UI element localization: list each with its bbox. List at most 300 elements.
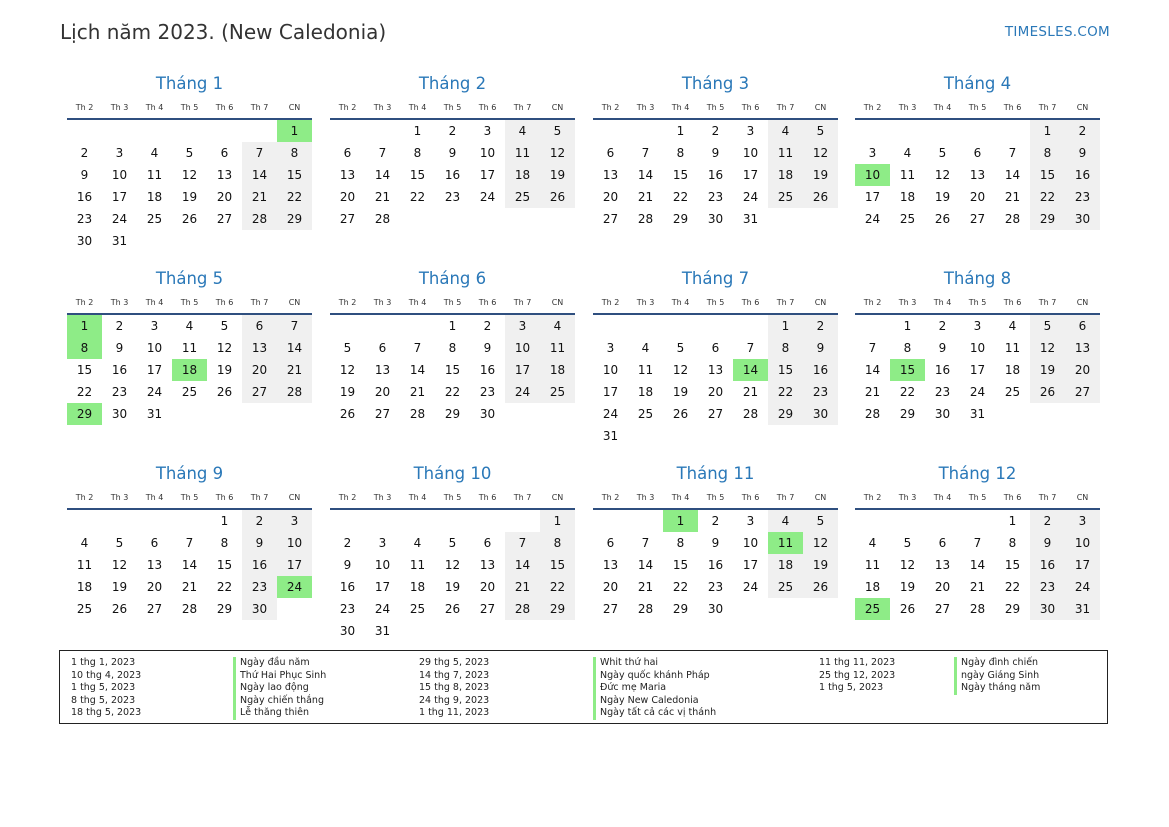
month-title: Tháng 12 [938,464,1017,483]
day-cell: 13 [602,168,619,182]
day-cell: 13 [146,558,163,572]
week-row [330,576,575,598]
holiday-name: Ngày tháng năm [954,682,1040,695]
day-cell: 8 [220,536,229,550]
weekday-label: Th 7 [776,297,795,307]
day-cell: 3 [483,124,492,138]
weekday-header [855,291,1100,315]
week-row [593,403,838,425]
weekday-label: Th 2 [863,102,882,112]
empty-cell [540,403,575,425]
weekday-label: CN [1076,102,1089,112]
week-row [67,510,312,532]
day-cell: 28 [181,602,198,616]
day-cell: 21 [637,190,654,204]
day-cell: 1 [413,124,422,138]
week-row [67,532,312,554]
day-cell: 8 [413,146,422,160]
day-cell: 24 [742,190,759,204]
day-cell: 17 [277,554,312,576]
day-cell: 1 [768,315,803,337]
week-row [855,120,1100,142]
empty-cell [890,510,925,532]
day-cell: 15 [1004,558,1021,572]
day-cell: 17 [374,580,391,594]
month-title: Tháng 7 [681,269,750,288]
day-cell: 23 [1030,576,1065,598]
empty-cell [628,120,663,142]
week-row [67,315,312,337]
month-8 [855,267,1100,425]
day-cell: 21 [742,385,759,399]
empty-cell [593,510,628,532]
day-cell: 11 [768,142,803,164]
day-cell: 28 [637,212,654,226]
day-cell: 6 [606,146,615,160]
empty-cell [102,510,137,532]
day-cell: 21 [505,576,540,598]
day-cell: 8 [676,146,685,160]
day-cell: 7 [641,146,650,160]
weekday-label: Th 2 [338,492,357,502]
weekday-label: Th 6 [478,102,497,112]
day-cell: 9 [343,558,352,572]
day-cell: 23 [479,385,496,399]
day-cell: 28 [409,407,426,421]
month-3 [593,72,838,230]
day-cell: 3 [746,124,755,138]
weekday-label: Th 7 [513,297,532,307]
day-cell: 2 [803,315,838,337]
day-cell: 27 [146,602,163,616]
day-cell: 20 [146,580,163,594]
weekday-label: CN [814,297,827,307]
empty-cell [172,403,207,425]
day-cell: 4 [768,510,803,532]
weekday-label: CN [551,102,564,112]
holiday-day: 24 [277,576,312,598]
day-cell: 17 [742,558,759,572]
empty-cell [768,425,803,447]
weekday-label: Th 7 [250,492,269,502]
day-cell: 25 [409,602,426,616]
day-cell: 25 [540,381,575,403]
week-row [855,532,1100,554]
holiday-name: Ngày đầu năm [233,657,326,670]
day-cell: 24 [742,580,759,594]
weekday-label: Th 6 [215,102,234,112]
day-cell: 24 [969,385,986,399]
day-cell: 15 [1030,164,1065,186]
day-cell: 31 [146,407,163,421]
weekday-label: Th 3 [373,492,392,502]
day-cell: 27 [969,212,986,226]
week-row [67,142,312,164]
day-cell: 19 [216,363,233,377]
day-cell: 20 [707,385,724,399]
day-cell: 16 [803,359,838,381]
day-cell: 21 [1004,190,1021,204]
empty-cell [505,620,540,642]
empty-cell [803,208,838,230]
holiday-legend [59,650,1108,724]
day-cell: 25 [181,385,198,399]
day-cell: 5 [185,146,194,160]
day-cell: 20 [969,190,986,204]
weekday-label: Th 2 [601,102,620,112]
day-cell: 20 [602,580,619,594]
holiday-day: 18 [172,359,207,381]
day-cell: 17 [505,359,540,381]
day-cell: 2 [483,319,492,333]
month-7 [593,267,838,447]
day-cell: 4 [185,319,194,333]
empty-cell [803,598,838,620]
day-cell: 22 [277,186,312,208]
day-cell: 15 [76,363,93,377]
day-cell: 25 [76,602,93,616]
day-cell: 31 [969,407,986,421]
empty-cell [803,425,838,447]
month-title: Tháng 10 [413,464,492,483]
day-cell: 18 [540,359,575,381]
weekday-label: CN [551,492,564,502]
weekday-header [330,291,575,315]
day-cell: 30 [76,234,93,248]
weekday-label: CN [814,102,827,112]
day-cell: 3 [115,146,124,160]
weekday-label: Th 6 [478,492,497,502]
day-cell: 4 [903,146,912,160]
day-cell: 24 [864,212,881,226]
weekday-label: Th 2 [75,102,94,112]
week-row [67,230,312,252]
day-cell: 9 [115,341,124,355]
day-cell: 26 [672,407,689,421]
day-cell: 8 [903,341,912,355]
week-row [855,142,1100,164]
empty-cell [663,425,698,447]
day-cell: 14 [505,554,540,576]
weekday-label: Th 6 [1003,102,1022,112]
empty-cell [593,315,628,337]
week-row [67,576,312,598]
empty-cell [172,510,207,532]
holiday-date: 10 thg 4, 2023 [71,669,142,681]
week-row [855,315,1100,337]
weekday-header [330,486,575,510]
week-row [67,598,312,620]
day-cell: 30 [111,407,128,421]
day-cell: 20 [1065,359,1100,381]
weekday-label: Th 7 [250,297,269,307]
day-cell: 12 [181,168,198,182]
empty-cell [277,230,312,252]
day-cell: 21 [409,385,426,399]
empty-cell [925,120,960,142]
weekday-label: Th 2 [601,297,620,307]
empty-cell [207,403,242,425]
day-cell: 26 [934,212,951,226]
month-9 [67,462,312,620]
month-6 [330,267,575,425]
year-calendar [67,72,1101,647]
day-cell: 11 [146,168,163,182]
day-cell: 16 [934,363,951,377]
empty-cell [365,315,400,337]
weekday-header [593,96,838,120]
weekday-label: Th 7 [250,102,269,112]
weekday-label: Th 6 [741,102,760,112]
day-cell: 6 [150,536,159,550]
holiday-day: 10 [855,164,890,186]
weekday-header [330,96,575,120]
empty-cell [663,315,698,337]
day-cell: 4 [768,120,803,142]
day-cell: 29 [1004,602,1021,616]
day-cell: 17 [111,190,128,204]
weekday-label: Th 5 [968,297,987,307]
week-row [67,403,312,425]
month-title: Tháng 4 [943,74,1012,93]
day-cell: 6 [343,146,352,160]
day-cell: 16 [479,363,496,377]
day-cell: 31 [742,212,759,226]
day-cell: 7 [505,532,540,554]
holiday-date: 14 thg 7, 2023 [419,669,490,681]
day-cell: 9 [938,341,947,355]
holiday-date: 29 thg 5, 2023 [419,657,490,668]
weekday-label: CN [288,102,301,112]
day-cell: 15 [540,554,575,576]
weekday-label: Th 3 [636,297,655,307]
day-cell: 14 [409,363,426,377]
day-cell: 25 [768,576,803,598]
week-row [67,186,312,208]
day-cell: 27 [374,407,391,421]
day-cell: 5 [115,536,124,550]
legend-dates-col-3 [819,657,895,695]
week-row [855,576,1100,598]
day-cell: 9 [483,341,492,355]
day-cell: 22 [768,381,803,403]
day-cell: 28 [505,598,540,620]
holiday-name: Ngày chiến thắng [233,695,326,708]
weekday-label: CN [1076,492,1089,502]
day-cell: 9 [242,532,277,554]
day-cell: 4 [868,536,877,550]
holiday-date: 1 thg 1, 2023 [71,657,136,668]
holiday-date: 24 thg 9, 2023 [419,694,490,706]
day-cell: 24 [111,212,128,226]
day-cell: 17 [742,168,759,182]
empty-cell [890,120,925,142]
day-cell: 11 [181,341,198,355]
day-cell: 25 [637,407,654,421]
day-cell: 13 [969,168,986,182]
day-cell: 16 [339,580,356,594]
day-cell: 1 [448,319,457,333]
day-cell: 7 [378,146,387,160]
empty-cell [628,315,663,337]
month-1 [67,72,312,252]
weekday-header [67,291,312,315]
day-cell: 13 [1065,337,1100,359]
day-cell: 1 [220,514,229,528]
empty-cell [1030,403,1065,425]
empty-cell [277,403,312,425]
weekday-label: Th 2 [75,297,94,307]
weekday-label: Th 6 [741,297,760,307]
holiday-day: 14 [733,359,768,381]
day-cell: 10 [146,341,163,355]
day-cell: 21 [864,385,881,399]
day-cell: 30 [242,598,277,620]
empty-cell [960,510,995,532]
weekday-label: Th 5 [706,102,725,112]
day-cell: 23 [934,385,951,399]
day-cell: 10 [277,532,312,554]
day-cell: 25 [899,212,916,226]
day-cell: 16 [444,168,461,182]
day-cell: 20 [374,385,391,399]
day-cell: 14 [277,337,312,359]
empty-cell [67,120,102,142]
day-cell: 18 [864,580,881,594]
day-cell: 6 [483,536,492,550]
empty-cell [435,208,470,230]
day-cell: 15 [672,558,689,572]
weekday-label: Th 7 [1038,492,1057,502]
week-row [855,164,1100,186]
day-cell: 20 [339,190,356,204]
empty-cell [242,403,277,425]
week-row [593,359,838,381]
week-row [855,208,1100,230]
holiday-name: ngày Giáng Sinh [954,670,1040,683]
day-cell: 18 [505,164,540,186]
day-cell: 16 [1065,164,1100,186]
week-row [67,554,312,576]
day-cell: 30 [803,403,838,425]
holiday-name: Đức mẹ Maria [593,682,716,695]
week-row [855,337,1100,359]
day-cell: 12 [540,142,575,164]
week-row [67,359,312,381]
day-cell: 24 [505,381,540,403]
day-cell: 5 [676,341,685,355]
day-cell: 1 [540,510,575,532]
week-row [593,381,838,403]
empty-cell [400,510,435,532]
weekday-label: CN [814,492,827,502]
empty-cell [733,598,768,620]
week-row [67,120,312,142]
weekday-label: Th 4 [408,102,427,112]
day-cell: 27 [242,381,277,403]
week-row [330,554,575,576]
holiday-day: 8 [67,337,102,359]
day-cell: 31 [602,429,619,443]
weekday-label: CN [1076,297,1089,307]
day-cell: 6 [220,146,229,160]
day-cell: 21 [374,190,391,204]
day-cell: 24 [602,407,619,421]
day-cell: 2 [938,319,947,333]
empty-cell [470,620,505,642]
weekday-label: Th 6 [1003,297,1022,307]
day-cell: 3 [606,341,615,355]
day-cell: 7 [277,315,312,337]
day-cell: 27 [707,407,724,421]
day-cell: 28 [277,381,312,403]
week-row [330,359,575,381]
month-11 [593,462,838,620]
empty-cell [628,425,663,447]
day-cell: 7 [746,341,755,355]
day-cell: 16 [111,363,128,377]
empty-cell [593,120,628,142]
day-cell: 13 [242,337,277,359]
brand-link[interactable]: TIMESLES.COM [1004,24,1110,40]
holiday-date: 1 thg 11, 2023 [419,707,490,719]
week-row [593,576,838,598]
weekday-label: Th 5 [968,102,987,112]
week-row [67,164,312,186]
day-cell: 22 [1030,186,1065,208]
week-row [855,403,1100,425]
empty-cell [400,315,435,337]
week-row [855,381,1100,403]
week-row [593,337,838,359]
month-title: Tháng 6 [418,269,487,288]
day-cell: 7 [185,536,194,550]
day-cell: 9 [448,146,457,160]
empty-cell [505,208,540,230]
day-cell: 5 [938,146,947,160]
week-row [330,403,575,425]
day-cell: 19 [540,164,575,186]
day-cell: 16 [707,168,724,182]
day-cell: 4 [540,315,575,337]
day-cell: 28 [374,212,391,226]
holiday-day: 1 [277,120,312,142]
empty-cell [365,120,400,142]
day-cell: 23 [1065,186,1100,208]
day-cell: 10 [969,341,986,355]
day-cell: 11 [505,142,540,164]
week-row [330,620,575,642]
day-cell: 22 [76,385,93,399]
day-cell: 19 [111,580,128,594]
weekday-header [855,96,1100,120]
empty-cell [277,598,312,620]
weekday-label: Th 5 [706,297,725,307]
day-cell: 16 [707,558,724,572]
day-cell: 10 [505,337,540,359]
day-cell: 23 [707,190,724,204]
day-cell: 29 [768,403,803,425]
month-12 [855,462,1100,620]
legend-dates-col-2 [419,657,489,720]
day-cell: 14 [1004,168,1021,182]
day-cell: 19 [934,190,951,204]
day-cell: 25 [1004,385,1021,399]
weekday-label: Th 6 [478,297,497,307]
day-cell: 28 [637,602,654,616]
empty-cell [698,425,733,447]
empty-cell [102,120,137,142]
